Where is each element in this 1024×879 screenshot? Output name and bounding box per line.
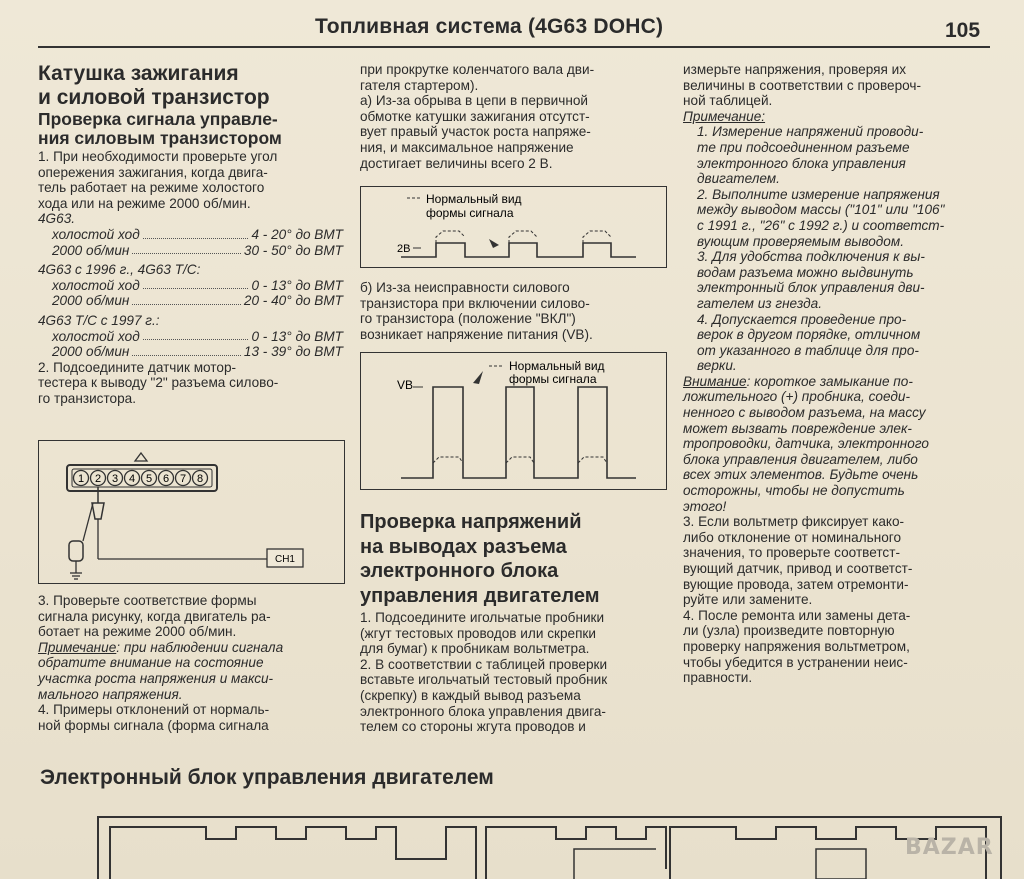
subheading-line: Проверка сигнала управле-	[38, 109, 278, 129]
legend-label: Нормальный вид	[509, 359, 605, 373]
text-line: тропроводки, датчика, электронного	[683, 436, 929, 452]
step-2-paragraph	[360, 657, 665, 735]
text-line: го транзистора (положение "ВКЛ")	[360, 311, 576, 327]
step-1-paragraph	[38, 149, 343, 211]
text-line: обратите внимание на состояние	[38, 655, 264, 671]
connector-diagram-svg	[39, 441, 344, 583]
column-2-mid	[360, 280, 665, 342]
connector-block	[486, 827, 666, 879]
text-line: б) Из-за неисправности силового	[360, 280, 570, 295]
ecu-connector-diagram	[96, 809, 1016, 879]
step-3-paragraph	[38, 593, 343, 640]
step-3-paragraph	[683, 514, 990, 608]
ecu-section-title: Электронный блок управления двигателем	[40, 766, 494, 789]
section-heading	[38, 62, 343, 110]
spec-row	[38, 344, 343, 360]
text-line: тестера к выводу "2" разъема силово-	[38, 375, 279, 391]
page-header-title: Топливная система (4G63 DOHC)	[315, 15, 664, 38]
pin-label: 4	[128, 473, 136, 485]
column-1-lower	[38, 593, 343, 733]
text-line: (жгут тестовых проводов или скрепки	[360, 625, 596, 641]
column-2-top	[360, 62, 665, 171]
text-line: 4. Допускается проведение про-	[697, 311, 907, 327]
heading-line: электронного блока	[360, 560, 559, 582]
text-line: возникает напряжение питания (VB).	[360, 326, 593, 342]
page-number: 105	[945, 19, 981, 42]
spec-value: 13 - 39° до ВМТ	[243, 344, 343, 360]
text-line: го транзистора.	[38, 390, 137, 406]
ground-clip-icon	[69, 541, 83, 561]
spec-group-title: 4G63.	[38, 211, 76, 227]
text-line: 3. Для удобства подключения к вы-	[697, 249, 925, 265]
text-line: а) Из-за обрыва в цепи в первичной	[360, 93, 589, 109]
pin-label: 1	[77, 473, 85, 485]
pin-label: 8	[196, 473, 204, 485]
pin-label: 5	[145, 473, 153, 485]
spec-name: холостой ход	[52, 226, 140, 242]
connector-diagram	[38, 440, 345, 584]
text-line: этого!	[683, 498, 727, 514]
note-items	[683, 124, 990, 374]
note-label: Примечание:	[683, 108, 766, 124]
text-line: транзистора при включении силово-	[360, 295, 590, 311]
text-line: (скрепку) в каждый вывод разъема	[360, 687, 581, 703]
heading-line: Проверка напряжений	[360, 511, 582, 533]
arrow-icon	[473, 371, 483, 384]
text-line: ли (узла) произведите повторную	[683, 623, 895, 639]
text-line: ненного с выводом разъема, на массу	[683, 405, 926, 421]
text-line: ной таблицей.	[683, 93, 773, 109]
arrow-icon	[489, 239, 499, 248]
text-line: ной формы сигнала (форма сигнала	[38, 717, 269, 733]
column-3	[683, 62, 990, 686]
heading-line: управления двигателем	[360, 584, 600, 607]
spec-name: 2000 об/мин	[52, 344, 130, 360]
warning-label: Внимание	[683, 373, 747, 389]
spec-value: 0 - 13° до ВМТ	[251, 328, 343, 344]
text-line: опережения зажигания, когда двига-	[38, 164, 268, 180]
text-line: мального напряжения.	[38, 686, 183, 702]
text-line: участка роста напряжения и макси-	[38, 670, 274, 686]
connector-block	[110, 827, 476, 879]
text-line: всех этих элементов. Будьте очень	[683, 467, 919, 483]
probe-icon	[92, 503, 104, 519]
spec-group-title: 4G63 T/C с 1997 г.:	[38, 312, 160, 328]
text-line: 1. При необходимости проверьте угол	[38, 149, 278, 164]
text-line: 2. В соответствии с таблицей проверки	[360, 656, 608, 672]
spec-value: 20 - 40° до ВМТ	[243, 293, 343, 309]
text-line: с 1991 г., "26" с 1992 г.) и соответст-	[697, 217, 945, 233]
text-line: верки.	[697, 358, 737, 374]
text-line: вует правый участок роста напряже-	[360, 124, 591, 140]
step-2-paragraph	[38, 360, 343, 407]
pin-label: 2	[94, 473, 102, 485]
pin-label: 6	[162, 473, 170, 485]
subheading-line: ния силовым транзистором	[38, 128, 282, 148]
text-line: обмотке катушки зажигания отсутст-	[360, 108, 590, 124]
column-2-lower	[360, 510, 665, 735]
text-line: 4. После ремонта или замены дета-	[683, 607, 911, 623]
legend-label: Нормальный вид	[426, 192, 522, 206]
pin-label: 7	[179, 473, 187, 485]
text-line: руйте или замените.	[683, 592, 813, 608]
text-line: те при подсоединенном разъеме	[697, 139, 910, 155]
text-line: верок в другом порядке, отличном	[697, 327, 921, 343]
text-line: электронного блока управления	[697, 155, 906, 171]
legend-label: формы сигнала	[509, 372, 597, 386]
text-line: вующие провода, затем отремонти-	[683, 576, 909, 592]
spec-row	[38, 227, 343, 243]
text-line: ложительного (+) пробника, соеди-	[683, 389, 910, 405]
text-line: гателя стартером).	[360, 77, 479, 93]
text-line: 4. Примеры отклонений от нормаль-	[38, 702, 270, 718]
pin-label: 3	[111, 473, 119, 485]
warning-paragraph	[683, 374, 990, 514]
text-line: ния, и максимальное напряжение	[360, 139, 574, 155]
subsection-heading	[38, 110, 343, 148]
text-line: либо отклонение от номинального	[683, 529, 902, 545]
channel-label: CH1	[274, 554, 296, 565]
text-line: чтобы убедится в устранении неис-	[683, 654, 908, 670]
text-line: гателем из гнезда.	[697, 295, 822, 311]
note-paragraph	[38, 640, 343, 702]
text-line: величины в соответствии с провероч-	[683, 77, 922, 93]
text-line: при прокрутке коленчатого вала дви-	[360, 62, 595, 77]
text-line: может вызвать повреждение элек-	[683, 420, 912, 436]
waveform-diagram-transistor-fault	[360, 352, 667, 490]
text-line: проверку напряжения вольтметром,	[683, 638, 910, 654]
text-line: от указанного в таблице для про-	[697, 342, 919, 358]
step-1-paragraph	[360, 610, 665, 657]
heading-line: на выводах разъема	[360, 535, 567, 558]
text-line: блока управления двигателем, либо	[683, 451, 918, 467]
spec-name: 2000 об/мин	[52, 293, 130, 309]
spec-row	[38, 243, 343, 259]
spec-name: 2000 об/мин	[52, 242, 130, 258]
text-line: значения, то проверьте соответст-	[683, 545, 900, 561]
text-line: 2. Выполните измерение напряжения	[697, 186, 940, 202]
text-line: ботает на режиме 2000 об/мин.	[38, 624, 237, 640]
spec-name: холостой ход	[52, 277, 140, 293]
text-line: между выводом массы ("101" или "106"	[697, 202, 945, 218]
legend-label: формы сигнала	[426, 206, 514, 220]
column-1	[38, 62, 343, 407]
heading-line: и силовой транзистор	[38, 86, 270, 109]
waveform-svg	[361, 187, 666, 267]
text-line: вующий датчик, привод и соответст-	[683, 561, 913, 576]
text-line: вующим проверяемым выводом.	[697, 233, 904, 249]
text-line: телем со стороны жгута проводов и	[360, 719, 586, 735]
text-line: осторожны, чтобы не допустить	[683, 483, 905, 499]
header-rule	[38, 46, 990, 48]
level-label: 2В	[397, 243, 411, 255]
spec-name: холостой ход	[52, 328, 140, 344]
text-line: для бумаг) к пробникам вольтметра.	[360, 641, 590, 657]
waveform-diagram-open-circuit	[360, 186, 667, 268]
spec-row	[38, 329, 343, 345]
text-line: электронный блок управления дви-	[697, 280, 925, 296]
text-line: : короткое замыкание по-	[746, 373, 913, 389]
step-4-paragraph	[38, 702, 343, 733]
spec-group-title: 4G63 с 1996 г., 4G63 T/C:	[38, 262, 201, 278]
spec-value: 4 - 20° до ВМТ	[251, 226, 343, 242]
note-label: Примечание	[38, 639, 117, 655]
text-line: водам разъема можно выдвинуть	[697, 264, 914, 280]
text-line: 2. Подсоедините датчик мотор-	[38, 359, 237, 375]
text-line: тель работает на режиме холостого	[38, 180, 265, 196]
text-line: электронного блока управления двига-	[360, 703, 606, 719]
text-line: 1. Измерение напряжений проводи-	[697, 124, 924, 140]
spec-row	[38, 293, 343, 309]
heading-line: Катушка зажигания	[38, 62, 239, 85]
level-label: VB	[397, 378, 414, 392]
text-line: измерьте напряжения, проверяя их	[683, 62, 906, 77]
waveform-svg	[361, 353, 666, 489]
spec-value: 30 - 50° до ВМТ	[243, 242, 343, 258]
spec-row	[38, 278, 343, 294]
section-heading-voltage-check	[360, 510, 665, 608]
text-line: 3. Проверьте соответствие формы	[38, 593, 257, 608]
text-line: достигает величины всего 2 В.	[360, 155, 553, 171]
text-line: сигнала рисунку, когда двигатель ра-	[38, 608, 271, 624]
text-line: правности.	[683, 670, 753, 686]
text-line: вставьте игольчатый тестовый пробник	[360, 672, 608, 688]
text-line: : при наблюдении сигнала	[116, 639, 284, 655]
text-line: хода или на режиме 2000 об/мин.	[38, 195, 251, 211]
text-line: 1. Подсоедините игольчатые пробники	[360, 610, 605, 625]
text-line: двигателем.	[697, 171, 780, 187]
step-4-paragraph	[683, 608, 990, 686]
watermark-logo: BAZAR	[905, 835, 994, 860]
spec-value: 0 - 13° до ВМТ	[251, 277, 343, 293]
text-line: 3. Если вольтметр фиксирует како-	[683, 514, 905, 530]
